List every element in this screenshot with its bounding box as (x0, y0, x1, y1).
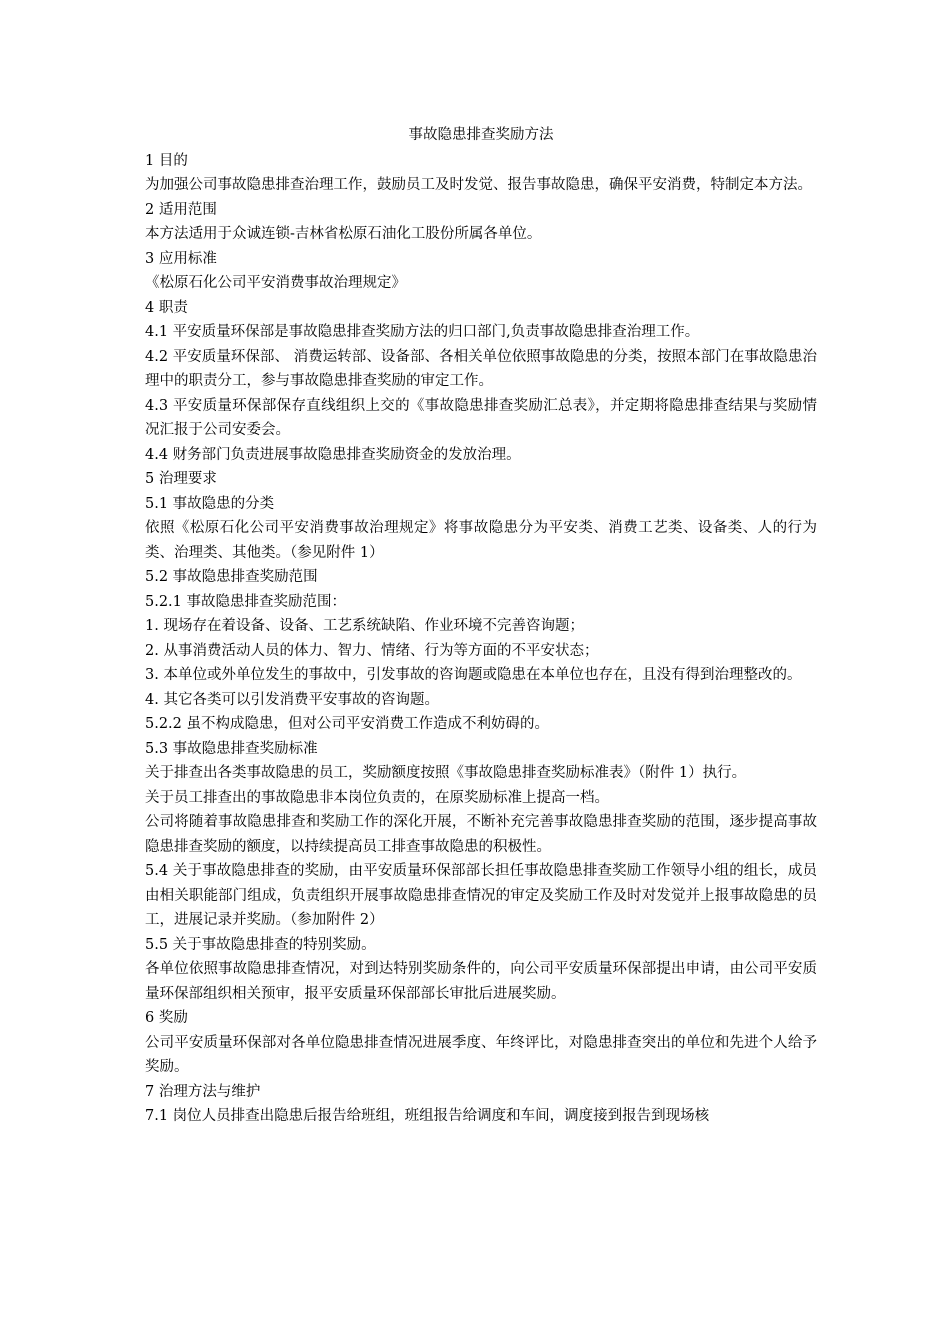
paragraph: 依照《松原石化公司平安消费事故治理规定》将事故隐患分为平安类、消费工艺类、设备类、人的行为类、治理类、其他类。（参见附件 1） (145, 520, 817, 561)
paragraph: 1. 现场存在着设备、设备、工艺系统缺陷、作业环境不完善咨询题； (145, 618, 584, 634)
document-title: 事故隐患排查奖励方法 (408, 127, 554, 143)
paragraph: 2. 从事消费活动人员的体力、智力、情绪、行为等方面的不平安状态； (145, 642, 599, 659)
paragraph: 5 治理要求 (145, 471, 217, 487)
paragraph: 5.2 事故隐患排查奖励范围 (145, 569, 318, 585)
paragraph: 各单位依照事故隐患排查情况，对到达特别奖励条件的，向公司平安质量环保部提出申请，由公司平安质量环保部组织相关预审，报平安质量环保部部长审批后进展奖励。 (145, 961, 817, 1002)
paragraph: 7.1 岗位人员排查出隐患后报告给班组，班组报告给调度和车间，调度接到报告到现场核 (145, 1108, 710, 1124)
document-body (145, 123, 817, 1129)
paragraph: 关于员工排查出的事故隐患非本岗位负责的，在原奖励标准上提高一档。 (145, 789, 609, 806)
paragraph: 4.1 平安质量环保部是事故隐患排查奖励方法的归口部门,负责事故隐患排查治理工作。 (145, 324, 700, 340)
paragraph: 《松原石化公司平安消费事故治理规定》 (145, 275, 406, 291)
paragraph: 4. 其它各类可以引发消费平安事故的咨询题。 (145, 691, 439, 708)
paragraph: 5.2.2 虽不构成隐患，但对公司平安消费工作造成不利妨碍的。 (145, 716, 550, 732)
paragraph: 4 职责 (145, 299, 188, 316)
paragraph: 1 目的 (145, 152, 188, 169)
paragraph: 5.4 关于事故隐患排查的奖励，由平安质量环保部部长担任事故隐患排查奖励工作领导小组的组长，成员由相关职能部门组成，负责组织开展事故隐患排查情况的审定及奖励工作及时对发觉并上报事故隐患的员工，进展记录并奖励。（参加附件 2） (145, 863, 817, 928)
paragraph: 4.3 平安质量环保部保存直线组织上交的《事故隐患排查奖励汇总表》，并定期将隐患排查结果与奖励情况汇报于公司安委会。 (145, 397, 817, 438)
paragraph: 7 治理方法与维护 (145, 1083, 261, 1100)
paragraph-list (145, 149, 817, 1129)
paragraph: 公司将随着事故隐患排查和奖励工作的深化开展，不断补充完善事故隐患排查奖励的范围，逐步提高事故隐患排查奖励的额度，以持续提高员工排查事故隐患的积极性。 (145, 814, 817, 855)
paragraph: 3 应用标准 (145, 250, 217, 267)
paragraph: 本方法适用于众诚连锁-吉林省松原石油化工股份所属各单位。 (145, 226, 542, 242)
paragraph: 公司平安质量环保部对各单位隐患排查情况进展季度、年终评比，对隐患排查突出的单位和先进个人给予奖励。 (145, 1034, 817, 1075)
paragraph: 2 适用范围 (145, 201, 217, 218)
paragraph: 6 奖励 (145, 1010, 188, 1026)
paragraph: 5.1 事故隐患的分类 (145, 495, 275, 512)
paragraph: 3. 本单位或外单位发生的事故中，引发事故的咨询题或隐患在本单位也存在，且没有得到治理整改的。 (145, 667, 802, 683)
paragraph: 5.2.1 事故隐患排查奖励范围： (145, 593, 347, 610)
paragraph: 5.5 关于事故隐患排查的特别奖励。 (145, 936, 376, 953)
paragraph: 4.4 财务部门负责进展事故隐患排查奖励资金的发放治理。 (145, 446, 521, 463)
paragraph: 为加强公司事故隐患排查治理工作，鼓励员工及时发觉、报告事故隐患，确保平安消费，特制定本方法。 (145, 177, 812, 193)
paragraph: 关于排查出各类事故隐患的员工，奖励额度按照《事故隐患排查奖励标准表》（附件 1）执行。 (145, 765, 747, 781)
paragraph: 4.2 平安质量环保部、 消费运转部、设备部、各相关单位依照事故隐患的分类，按照本部门在事故隐患治理中的职责分工，参与事故隐患排查奖励的审定工作。 (145, 348, 817, 389)
paragraph: 5.3 事故隐患排查奖励标准 (145, 740, 318, 757)
